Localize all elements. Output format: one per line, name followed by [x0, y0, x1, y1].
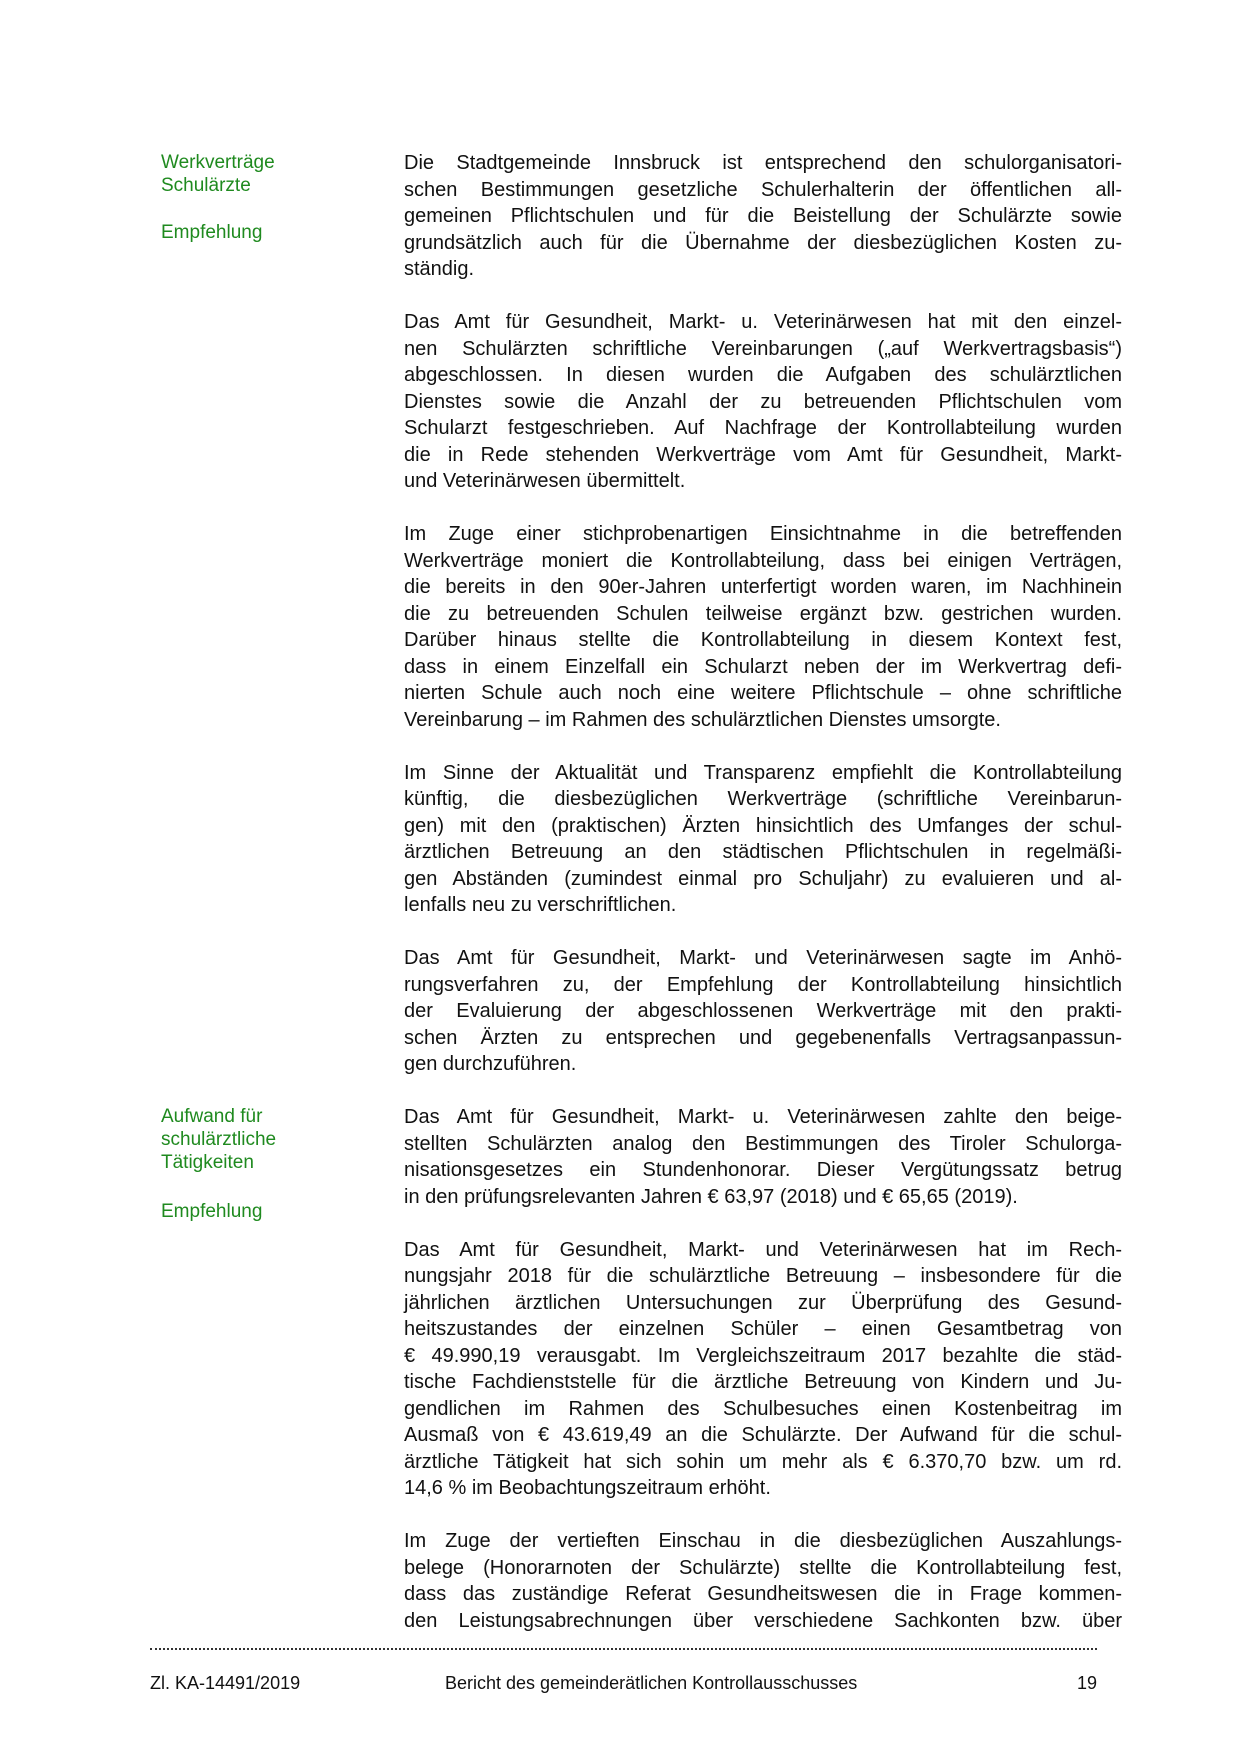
text-line: heitszustandes der einzelnen Schüler – einen Gesamtbetrag von	[404, 1318, 1122, 1340]
text-line: Im Zuge einer stichprobenartigen Einsichtnahme in die betreffenden	[404, 523, 1122, 545]
body-text	[404, 150, 1122, 1661]
margin-label-line: Tätigkeiten	[161, 1152, 254, 1173]
text-line: belege (Honorarnoten der Schulärzte) stellte die Kontrollabteilung fest,	[404, 1556, 1122, 1579]
text-line: 14,6 % im Beobachtungszeitraum erhöht.	[404, 1477, 771, 1499]
text-line: nierten Schule auch noch eine weitere Pflichtschule – ohne schriftliche	[404, 682, 1122, 704]
text-line: Schularzt festgeschrieben. Auf Nachfrage der Kontrollabteilung wurden	[404, 417, 1122, 439]
paragraph	[404, 760, 1122, 919]
margin-label-line: Aufwand für	[161, 1106, 263, 1127]
margin-label-line: schulärztliche	[161, 1129, 277, 1150]
text-line: nungsjahr 2018 für die schulärztliche Betreuung – insbesondere für die	[404, 1265, 1122, 1287]
text-line: der Evaluierung der abgeschlossenen Werkverträge mit den prakti-	[404, 1000, 1122, 1022]
text-line: tische Fachdienststelle für die ärztliche Betreuung von Kindern und Ju-	[404, 1371, 1122, 1393]
text-line: künftig, die diesbezüglichen Werkverträge (schriftliche Vereinbarun-	[404, 788, 1122, 810]
text-line: gemeinen Pflichtschulen und für die Beistellung der Schulärzte sowie	[404, 205, 1122, 227]
margin-label-line: Werkverträge	[161, 152, 275, 173]
text-line: Dienstes sowie die Anzahl der zu betreuenden Pflichtschulen vom	[404, 390, 1122, 413]
margin-label-line: Empfehlung	[161, 222, 263, 243]
text-line: ärztlichen Betreuung an den städtischen Pflichtschulen in regelmäßi-	[404, 841, 1122, 863]
margin-label-aufwand	[161, 1105, 276, 1174]
text-line: dass in einem Einzelfall ein Schularzt neben der im Werkvertrag defi-	[404, 655, 1122, 678]
text-line: Werkverträge moniert die Kontrollabteilung, dass bei einigen Verträgen,	[404, 549, 1122, 572]
text-line: stellten Schulärzten analog den Bestimmungen des Tiroler Schulorga-	[404, 1132, 1122, 1155]
text-line: lenfalls neu zu verschriftlichen.	[404, 894, 677, 916]
margin-label-empfehlung-1	[161, 221, 262, 244]
text-line: gen) mit den (praktischen) Ärzten hinsichtlich des Umfanges der schul-	[404, 814, 1122, 837]
paragraph	[404, 1237, 1122, 1502]
text-line: grundsätzlich auch für die Übernahme der diesbezüglichen Kosten zu-	[404, 231, 1122, 254]
text-line: Das Amt für Gesundheit, Markt- u. Veterinärwesen hat mit den einzel-	[404, 311, 1122, 333]
text-line: € 49.990,19 verausgabt. Im Vergleichszeitraum 2017 bezahlte die städ-	[404, 1344, 1122, 1367]
margin-label-empfehlung-2	[161, 1200, 262, 1223]
footer-title: Bericht des gemeinderätlichen Kontrollausschusses	[445, 1673, 858, 1693]
text-line: gen durchzuführen.	[404, 1053, 577, 1075]
footer-divider	[150, 1648, 1097, 1650]
text-line: dass das zuständige Referat Gesundheitswesen die in Frage kommen-	[404, 1583, 1122, 1605]
text-line: rungsverfahren zu, der Empfehlung der Kontrollabteilung hinsichtlich	[404, 973, 1122, 996]
text-line: Darüber hinaus stellte die Kontrollabteilung in diesem Kontext fest,	[404, 629, 1122, 651]
paragraph	[404, 309, 1122, 495]
text-line: nen Schulärzten schriftliche Vereinbarungen („auf Werkvertragsbasis“)	[404, 337, 1122, 360]
text-line: in den prüfungsrelevanten Jahren € 63,97 (2018) und € 65,65 (2019).	[404, 1185, 1018, 1208]
text-line: die in Rede stehenden Werkverträge vom Amt für Gesundheit, Markt-	[404, 443, 1122, 466]
text-line: Im Zuge der vertieften Einschau in die diesbezüglichen Auszahlungs-	[404, 1530, 1122, 1552]
margin-label-line: Schulärzte	[161, 175, 251, 196]
paragraph	[404, 1528, 1122, 1634]
text-line: Im Sinne der Aktualität und Transparenz empfiehlt die Kontrollabteilung	[404, 761, 1122, 784]
margin-label-line: Empfehlung	[161, 1201, 263, 1222]
footer-reference: Zl. KA-14491/2019	[150, 1673, 301, 1693]
paragraph	[404, 521, 1122, 733]
text-line: Die Stadtgemeinde Innsbruck ist entsprechend den schulorganisatori-	[404, 152, 1122, 174]
text-line: gendlichen im Rahmen des Schulbesuches einen Kostenbeitrag im	[404, 1397, 1122, 1420]
text-line: Ausmaß von € 43.619,49 an die Schulärzte. Der Aufwand für die schul-	[404, 1424, 1122, 1446]
text-line: die zu betreuenden Schulen teilweise ergänzt bzw. gestrichen wurden.	[404, 602, 1122, 625]
text-line: schen Ärzten zu entsprechen und gegebenenfalls Vertragsanpassun-	[404, 1026, 1122, 1049]
page-number: 19	[1076, 1673, 1097, 1693]
text-line: Das Amt für Gesundheit, Markt- und Veterinärwesen sagte im Anhö-	[404, 947, 1122, 969]
text-line: schen Bestimmungen gesetzliche Schulerhalterin der öffentlichen all-	[404, 178, 1122, 201]
paragraph	[404, 150, 1122, 283]
paragraph	[404, 1104, 1122, 1210]
text-line: Vereinbarung – im Rahmen des schulärztlichen Dienstes umsorgte.	[404, 708, 1001, 731]
text-line: ärztliche Tätigkeit hat sich sohin um mehr als € 6.370,70 bzw. um rd.	[404, 1450, 1122, 1473]
text-line: jährlichen ärztlichen Untersuchungen zur Überprüfung des Gesund-	[404, 1291, 1122, 1314]
text-line: Das Amt für Gesundheit, Markt- u. Veterinärwesen zahlte den beige-	[404, 1106, 1122, 1128]
text-line: die bereits in den 90er-Jahren unterfertigt worden waren, im Nachhinein	[404, 576, 1122, 598]
text-line: abgeschlossen. In diesen wurden die Aufgaben des schulärztlichen	[404, 364, 1122, 386]
margin-label-werkvertraege	[161, 151, 275, 197]
text-line: nisationsgesetzes ein Stundenhonorar. Dieser Vergütungssatz betrug	[404, 1159, 1122, 1181]
text-line: gen Abständen (zumindest einmal pro Schuljahr) zu evaluieren und al-	[404, 867, 1122, 890]
text-line: und Veterinärwesen übermittelt.	[404, 470, 686, 492]
text-line: den Leistungsabrechnungen über verschiedene Sachkonten bzw. über	[404, 1609, 1122, 1632]
paragraph	[404, 945, 1122, 1078]
text-line: Das Amt für Gesundheit, Markt- und Veterinärwesen hat im Rech-	[404, 1238, 1122, 1261]
text-line: ständig.	[404, 258, 475, 280]
